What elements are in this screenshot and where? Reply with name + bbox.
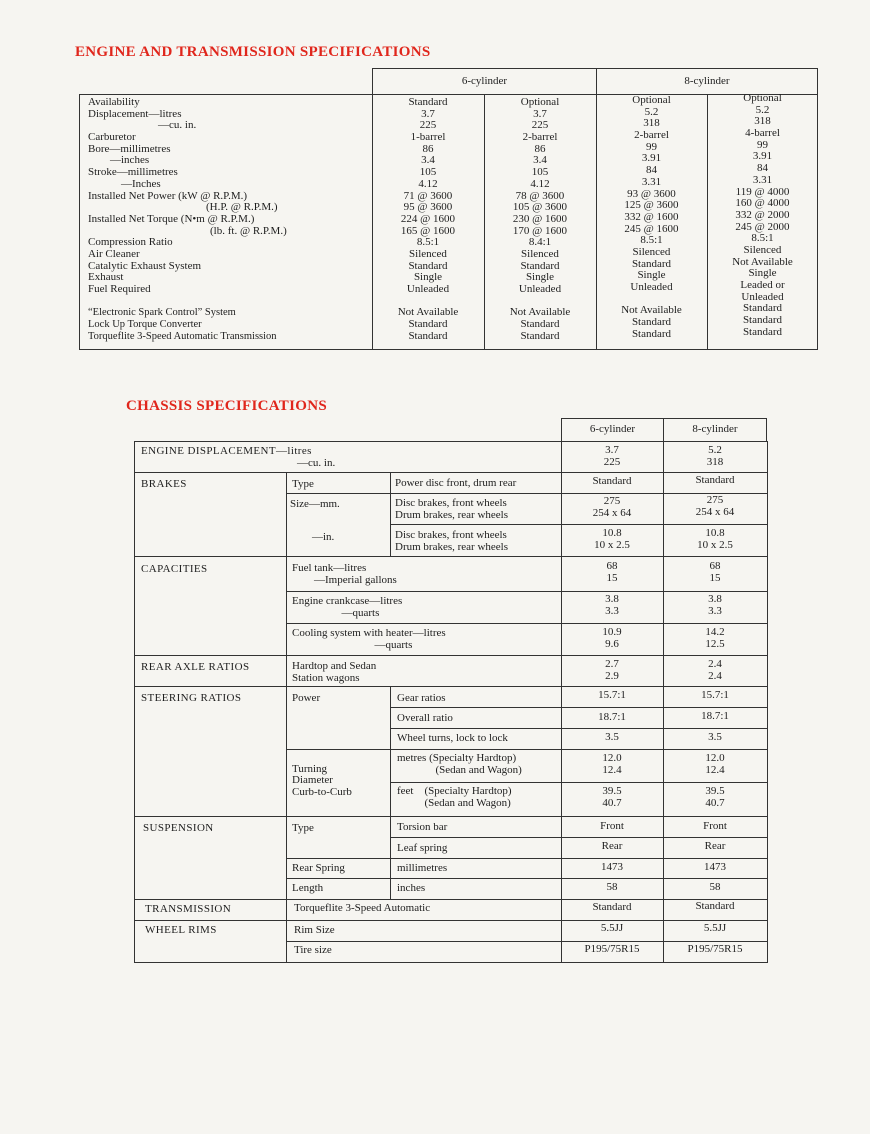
engine-cell: 3.7 (421, 107, 435, 120)
capacities-label: CAPACITIES (141, 563, 208, 575)
turning-metres-label: metres (Specialty Hardtop) (Sedan and Wagon) (397, 752, 522, 776)
engine-cell: Unleaded (518, 283, 562, 295)
engine-cell: Silenced (632, 245, 671, 258)
engine-row-label: Catalytic Exhaust System (88, 259, 202, 272)
engine-cell: Standard (408, 329, 448, 342)
engine-displacement-sub: —cu. in. (297, 457, 336, 469)
engine-row-label: Displacement—litres (88, 107, 182, 120)
engine-cell: 86 (422, 142, 434, 155)
engine-cell: 170 @ 1600 (512, 224, 568, 237)
engine-cell: 105 (419, 166, 437, 179)
engine-cell: 8.5:1 (640, 234, 663, 247)
engine-cell: 245 @ 2000 (735, 220, 790, 233)
engine-header-6cyl (372, 68, 597, 95)
engine-8cyl-4bbl-column (707, 93, 818, 338)
engine-8cyl-2bbl-column (596, 95, 707, 340)
engine-cell: 4.12 (530, 177, 550, 190)
steering-ratios-label: STEERING RATIOS (141, 692, 242, 704)
engine-cell: 5.2 (755, 103, 770, 116)
engine-row-label: (lb. ft. @ R.P.M.) (210, 224, 287, 237)
engine-cell: 332 @ 1600 (624, 210, 679, 223)
engine-cell: 3.31 (752, 173, 773, 186)
sub-row-divider (390, 782, 768, 783)
engine-cell: 4-barrel (745, 127, 780, 140)
engine-cell: 8.4:1 (528, 236, 552, 249)
brakes-size-mm-8cyl: 275 254 x 64 (695, 494, 735, 518)
cooling-system-6cyl: 10.9 9.6 (602, 626, 622, 650)
engine-header-6cyl-label: 6-cylinder (461, 75, 508, 87)
brakes-size-mm-6cyl: 275 254 x 64 (592, 495, 632, 519)
crankcase-8cyl: 3.8 3.3 (708, 593, 722, 617)
engine-row-label: —cu. in. (158, 119, 197, 132)
steering-power-label: Power (292, 692, 321, 704)
engine-cell: Standard (520, 329, 560, 342)
engine-row-label: Exhaust (88, 271, 124, 284)
chassis-category-divider (286, 472, 287, 963)
transmission-desc: Torqueflite 3-Speed Automatic (294, 902, 431, 914)
fuel-tank-8cyl: 68 15 (709, 560, 721, 584)
engine-cell: 3.31 (641, 175, 662, 188)
rear-axle-6cyl: 2.7 2.9 (605, 658, 619, 682)
row-divider (134, 686, 768, 687)
engine-cell: 78 @ 3600 (515, 189, 565, 202)
engine-cell: 245 @ 1600 (624, 222, 679, 235)
cooling-system-label: Cooling system with heater—litres —quarts (292, 627, 446, 651)
engine-row-label: Compression Ratio (88, 236, 173, 249)
engine-cell: 8.5:1 (416, 236, 440, 249)
turning-metres-6cyl: 12.0 12.4 (602, 752, 622, 776)
sub-row-divider (390, 707, 768, 708)
engine-cell: Optional (743, 92, 782, 104)
engine-cell: 4.12 (418, 177, 438, 190)
rim-size-8cyl: 5.5JJ (703, 922, 727, 934)
engine-row-label: Stroke—millimetres (88, 166, 178, 179)
overall-ratio-label: Overall ratio (397, 712, 453, 724)
rim-size-6cyl: 5.5JJ (600, 922, 624, 934)
rear-axle-8cyl: 2.4 2.4 (708, 658, 722, 682)
engine-cell: Single (748, 267, 777, 280)
spring-millimetres-6cyl: 1473 (601, 861, 623, 873)
chassis-header-6cyl-label: 6-cylinder (589, 423, 636, 435)
engine-cell: 119 @ 4000 (735, 185, 790, 198)
engine-cell: 225 (419, 119, 437, 132)
engine-cell: 95 @ 3600 (403, 201, 453, 214)
engine-row-label: Availability (88, 96, 140, 108)
engine-cell: Not Available (397, 306, 459, 319)
wheel-turns-6cyl: 3.5 (605, 731, 619, 743)
engine-cell: 3.4 (421, 154, 435, 167)
engine-6cyl-optional-column (484, 97, 596, 342)
row-divider (134, 556, 768, 557)
engine-cell: 225 (531, 119, 549, 132)
crankcase-6cyl: 3.8 3.3 (605, 593, 619, 617)
engine-cell: Not Available (732, 255, 793, 268)
torsion-bar-label: Torsion bar (397, 821, 448, 833)
engine-cell: 105 @ 3600 (512, 201, 568, 214)
engine-cell: Unleaded (741, 290, 784, 303)
brakes-type-6cyl: Standard (592, 475, 632, 487)
engine-cell: Optional (632, 94, 671, 106)
engine-cell: 3.7 (533, 107, 547, 120)
engine-row-label: Torqueflite 3-Speed Automatic Transmission (88, 330, 277, 342)
engine-cell: 3.4 (533, 154, 547, 167)
spring-length-label: Length (292, 882, 324, 894)
engine-header-8cyl-label: 8-cylinder (684, 75, 730, 87)
engine-cell: 318 (643, 117, 660, 130)
engine-cell: Standard (408, 259, 448, 272)
engine-cell: Standard (742, 314, 783, 327)
engine-cell: Unleaded (630, 281, 673, 293)
rear-axle-label: REAR AXLE RATIOS (141, 661, 250, 673)
engine-cell: Single (525, 271, 555, 284)
engine-cell: 1-barrel (410, 131, 446, 144)
brakes-size-in-desc: Disc brakes, front wheels Drum brakes, rear wheels (395, 529, 509, 553)
engine-cell: Standard (408, 96, 448, 108)
engine-cell: 84 (646, 164, 657, 177)
engine-cell: Leaded or (740, 279, 785, 291)
engine-cell: Standard (631, 316, 672, 329)
turning-feet-label: feet (Specialty Hardtop) (Sedan and Wagon) (397, 785, 512, 809)
engine-cell: 86 (534, 142, 546, 155)
engine-cell: Not Available (621, 304, 682, 317)
brakes-size-mm-desc: Disc brakes, front wheels Drum brakes, rear wheels (395, 497, 509, 521)
engine-row-label (88, 296, 373, 308)
engine-cell: Not Available (509, 306, 571, 319)
engine-cell: Standard (631, 327, 672, 340)
engine-cell: Silenced (521, 247, 559, 260)
rear-spring-label: Rear Spring (292, 862, 345, 874)
spring-inches-6cyl: 58 (606, 881, 618, 893)
brakes-size-in-8cyl: 10.8 10 x 2.5 (697, 527, 733, 551)
engine-cell: 224 @ 1600 (400, 212, 456, 225)
row-divider (134, 472, 768, 473)
turning-feet-6cyl: 39.5 40.7 (602, 785, 622, 809)
row-divider (134, 899, 768, 900)
engine-cell: 8.5:1 (751, 232, 774, 245)
brakes-type-desc: Power disc front, drum rear (395, 477, 517, 489)
fuel-tank-label: Fuel tank—litres —Imperial gallons (292, 562, 397, 586)
spring-inches-8cyl: 58 (709, 881, 721, 893)
engine-displacement-8cyl: 5.2 318 (706, 444, 724, 468)
transmission-label: TRANSMISSION (145, 903, 232, 915)
engine-row-label: (H.P. @ R.P.M.) (206, 201, 278, 214)
leaf-spring-label: Leaf spring (397, 842, 448, 854)
overall-ratio-6cyl: 18.7:1 (598, 711, 626, 723)
engine-header-8cyl (596, 68, 818, 95)
brakes-size-in-label: —in. (312, 531, 335, 543)
brakes-label: BRAKES (141, 478, 187, 490)
engine-labels-column (88, 97, 373, 342)
engine-cell: Silenced (409, 247, 447, 260)
sub-row-divider (286, 623, 768, 624)
engine-cell: 99 (646, 140, 657, 153)
row-divider (134, 816, 768, 817)
engine-cell: Single (637, 269, 666, 282)
engine-row-label: Lock Up Torque Converter (88, 319, 202, 331)
row-divider (134, 920, 768, 921)
engine-cell: Standard (408, 318, 448, 331)
chassis-spec-title: CHASSIS SPECIFICATIONS (126, 398, 327, 414)
engine-cell: 332 @ 2000 (735, 208, 790, 221)
torsion-bar-6cyl: Front (600, 820, 624, 832)
engine-row-label: —inches (110, 154, 150, 167)
spring-millimetres-label: millimetres (397, 862, 448, 874)
engine-cell: 71 @ 3600 (403, 189, 453, 202)
leaf-spring-8cyl: Rear (704, 840, 726, 852)
tire-size-8cyl: P195/75R15 (687, 943, 743, 955)
spring-millimetres-8cyl: 1473 (704, 861, 726, 873)
torsion-bar-8cyl: Front (703, 820, 727, 832)
suspension-label: SUSPENSION (143, 822, 214, 834)
engine-cell: 93 @ 3600 (627, 187, 676, 200)
engine-displacement-6cyl: 3.7 225 (603, 444, 621, 468)
engine-cell: 165 @ 1600 (400, 224, 456, 237)
tire-size-label: Tire size (294, 944, 332, 956)
sub-row-divider (286, 493, 768, 494)
sub-row-divider (286, 878, 768, 879)
rear-axle-desc: Hardtop and Sedan Station wagons (292, 660, 377, 684)
overall-ratio-8cyl: 18.7:1 (701, 710, 729, 722)
gear-ratios-8cyl: 15.7:1 (701, 689, 729, 701)
engine-cell: 125 @ 3600 (624, 199, 679, 212)
engine-row-label: Air Cleaner (88, 247, 140, 260)
engine-row-label: —Inches (121, 177, 161, 190)
brakes-size-in-6cyl: 10.8 10 x 2.5 (594, 527, 630, 551)
spring-inches-label: inches (397, 882, 426, 894)
turning-feet-8cyl: 39.5 40.7 (705, 785, 725, 809)
crankcase-label: Engine crankcase—litres —quarts (292, 595, 403, 619)
sub-row-divider (390, 728, 768, 729)
engine-row-label: Installed Net Power (kW @ R.P.M.) (88, 189, 248, 202)
rim-size-label: Rim Size (294, 924, 335, 936)
cooling-system-8cyl: 14.2 12.5 (705, 626, 725, 650)
engine-row-label: Bore—millimetres (88, 142, 171, 155)
sub-row-divider (390, 524, 768, 525)
engine-cell: 2-barrel (634, 129, 669, 142)
engine-cell: Standard (520, 259, 560, 272)
engine-cell: 84 (757, 162, 768, 175)
sub-row-divider (286, 749, 768, 750)
wheel-turns-label: Wheel turns, lock to lock (397, 732, 508, 744)
row-divider (134, 655, 768, 656)
engine-cell: 3.91 (641, 152, 662, 165)
engine-cell: Standard (742, 325, 783, 338)
engine-cell: 318 (754, 115, 771, 128)
engine-row-label: Installed Net Torque (N•m @ R.P.M.) (88, 212, 255, 225)
transmission-6cyl: Standard (592, 901, 632, 913)
engine-cell: Standard (520, 318, 560, 331)
engine-displacement-label: ENGINE DISPLACEMENT—litres (141, 445, 312, 457)
wheel-rims-label: WHEEL RIMS (145, 924, 217, 936)
sub-row-divider (286, 591, 768, 592)
engine-cell: Standard (742, 302, 783, 315)
engine-cell: 230 @ 1600 (512, 212, 568, 225)
chassis-header-8cyl-label: 8-cylinder (692, 423, 738, 435)
engine-6cyl-standard-column (372, 97, 484, 342)
engine-row-label: Fuel Required (88, 283, 151, 295)
engine-row-label: Carburetor (88, 131, 136, 144)
gear-ratios-label: Gear ratios (397, 692, 446, 704)
leaf-spring-6cyl: Rear (601, 840, 623, 852)
brakes-size-mm-label: Size—mm. (290, 498, 340, 510)
engine-cell: Single (413, 271, 443, 284)
engine-row-label: “Electronic Spark Control” System (88, 307, 236, 319)
fuel-tank-6cyl: 68 15 (606, 560, 618, 584)
engine-cell: 3.91 (752, 150, 773, 163)
engine-cell: 105 (531, 166, 549, 179)
wheel-turns-8cyl: 3.5 (708, 731, 722, 743)
engine-cell: 99 (757, 138, 768, 151)
engine-cell: Optional (520, 96, 560, 108)
engine-cell: Silenced (743, 243, 782, 256)
sub-row-divider (286, 941, 768, 942)
chassis-sub-divider (390, 686, 391, 900)
turning-diameter-label: Turning Diameter Curb-to-Curb (292, 763, 352, 798)
gear-ratios-6cyl: 15.7:1 (598, 689, 626, 701)
engine-spec-title: ENGINE AND TRANSMISSION SPECIFICATIONS (75, 44, 431, 60)
engine-cell: 2-barrel (522, 131, 558, 144)
brakes-type-8cyl: Standard (695, 474, 735, 486)
tire-size-6cyl: P195/75R15 (584, 943, 640, 955)
engine-cell: 5.2 (644, 105, 659, 118)
suspension-type-label: Type (292, 822, 314, 834)
turning-metres-8cyl: 12.0 12.4 (705, 752, 725, 776)
engine-cell: Unleaded (406, 283, 450, 295)
engine-cell: 160 @ 4000 (735, 197, 790, 210)
chassis-sub-divider (390, 472, 391, 557)
engine-cell: Standard (631, 257, 672, 270)
sub-row-divider (390, 837, 768, 838)
brakes-type-label: Type (292, 478, 314, 490)
transmission-8cyl: Standard (695, 900, 735, 912)
sub-row-divider (286, 858, 768, 859)
